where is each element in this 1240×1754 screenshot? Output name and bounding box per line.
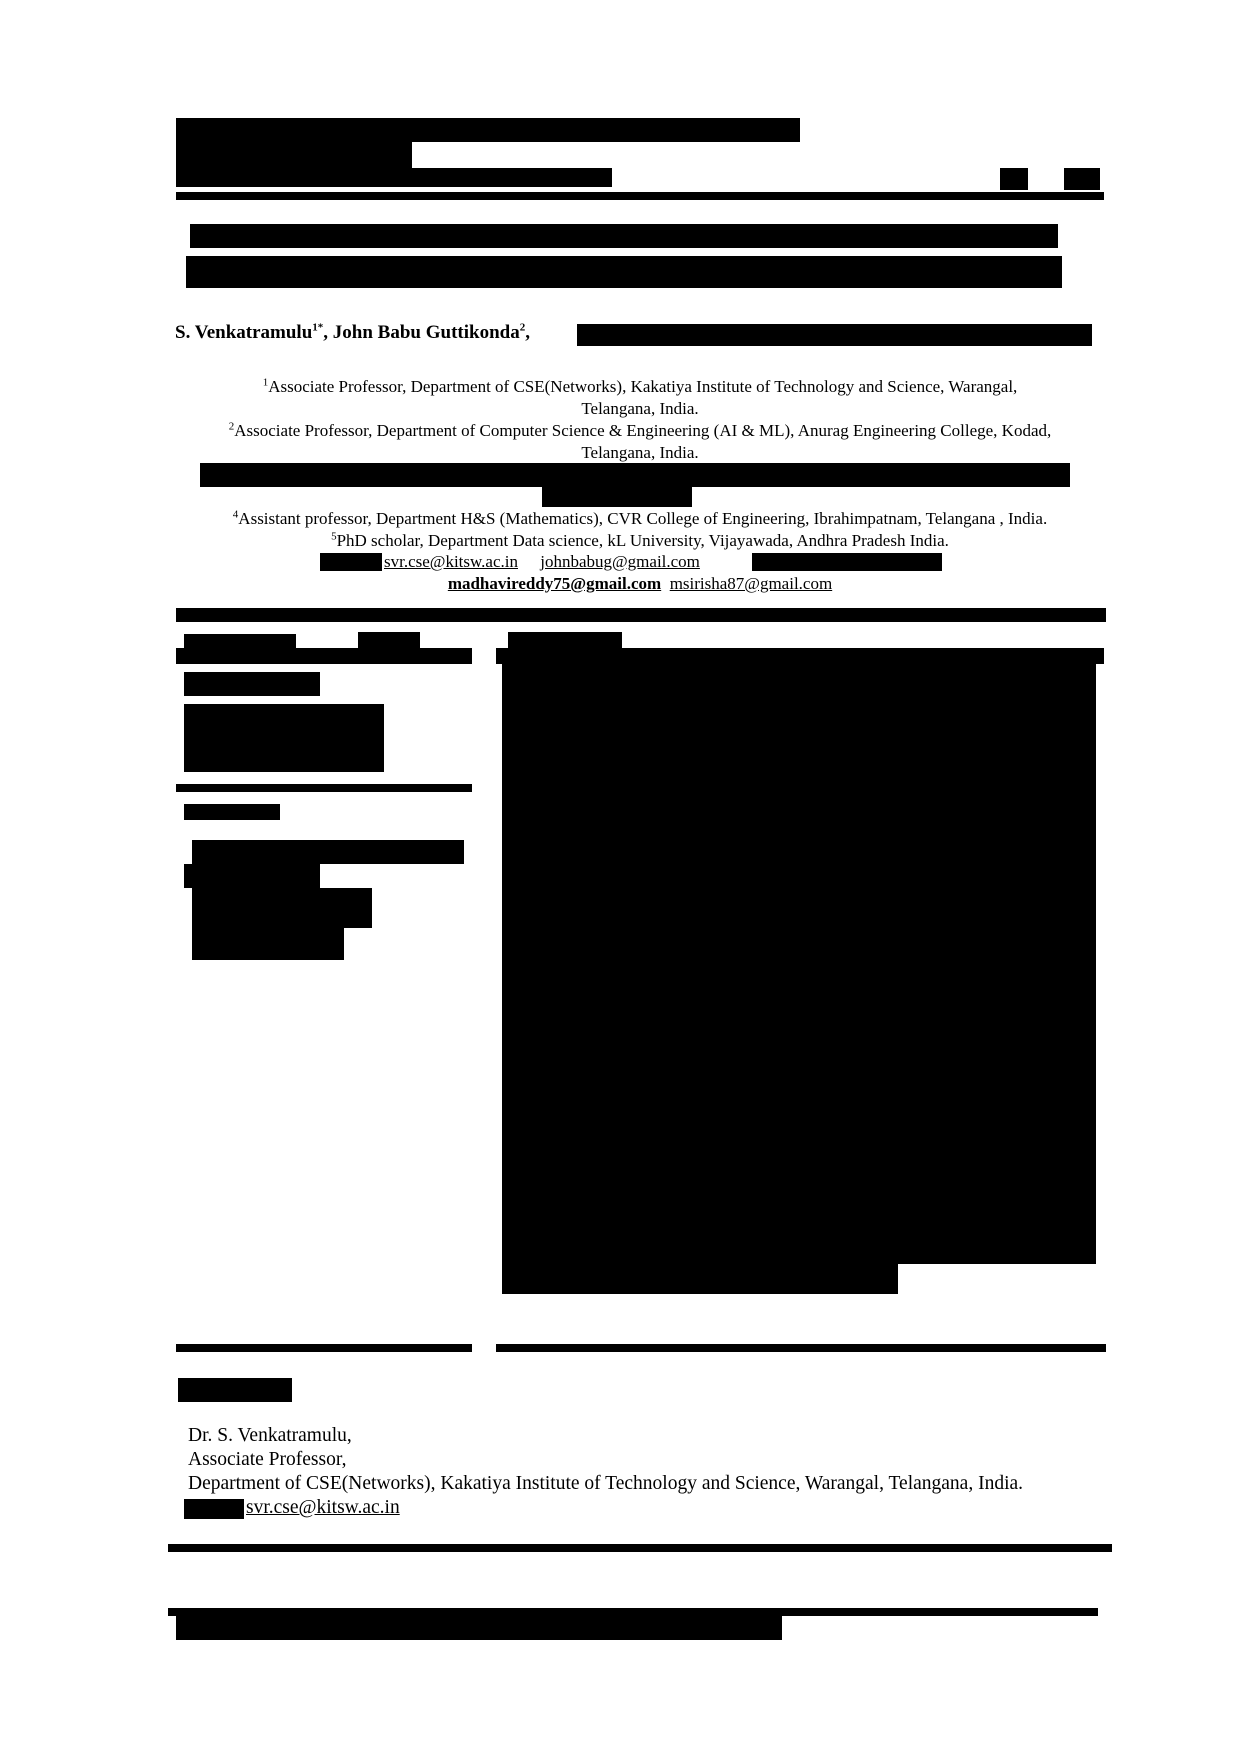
affiliation-sup: 4 <box>232 508 239 521</box>
keywords-heading-redacted <box>184 804 280 820</box>
article-info-bottom-rule <box>176 1344 472 1352</box>
email-link-4[interactable]: madhavireddy75@gmail.com <box>447 574 662 593</box>
affiliation-3-redacted <box>200 463 1070 487</box>
email-label-redacted <box>320 553 382 571</box>
corresponding-author-email-line <box>246 1496 400 1520</box>
affiliation-sup: 1 <box>262 376 269 389</box>
journal-header-redacted <box>176 118 800 142</box>
affiliation-5 <box>170 530 1110 552</box>
keywords-text-line4-redacted <box>192 928 344 960</box>
abstract-heading-redacted <box>358 632 420 650</box>
author-list <box>175 322 530 344</box>
affiliation-text: Associate Professor, Department of Computer Science & Engineering (AI & ML), Anurag Engineering College, Kodad, <box>234 421 1052 440</box>
affiliation-4 <box>170 508 1110 530</box>
author-sup: 1* <box>312 321 324 334</box>
page-marker-redacted <box>1000 168 1028 190</box>
affiliation-sup: 2 <box>228 420 235 433</box>
affiliation-text: Associate Professor, Department of CSE(Networks), Kakatiya Institute of Technology and Science, Warangal, <box>268 377 1018 396</box>
section-rule-bottom <box>168 1544 1112 1552</box>
section-rule-top <box>176 608 1106 622</box>
journal-volume-redacted <box>412 168 612 187</box>
email-link-2[interactable]: johnbabug@gmail.com <box>540 552 700 571</box>
affiliation-1 <box>170 376 1110 420</box>
affiliation-text: Telangana, India. <box>581 399 699 418</box>
keywords-text-line1-redacted <box>192 840 464 864</box>
abstract-bottom-rule <box>496 1344 1106 1352</box>
email-line-1 <box>384 551 700 573</box>
author-name: S. Venkatramulu <box>175 322 313 343</box>
email-3-redacted <box>752 553 942 571</box>
affiliation-text: PhD scholar, Department Data science, kL University, Vijayawada, Andhra Pradesh India. <box>336 531 949 550</box>
corresponding-author-department: Department of CSE(Networks), Kakatiya Institute of Technology and Science, Warangal, Telangana, India. <box>188 1473 1024 1494</box>
author-separator: , <box>525 322 530 343</box>
history-rule <box>176 784 472 792</box>
journal-subheader-redacted <box>176 142 412 187</box>
abstract-rule <box>496 648 1104 664</box>
abstract-text-redacted <box>502 664 1096 1264</box>
footer-text-redacted <box>176 1616 782 1640</box>
corresponding-author-email-label-redacted <box>184 1499 244 1519</box>
abstract-text-last-line-redacted <box>502 1264 898 1294</box>
affiliation-3-redacted-line2 <box>542 487 692 507</box>
affiliation-sup: 5 <box>331 530 337 543</box>
affiliation-text: Assistant professor, Department H&S (Mathematics), CVR College of Engineering, Ibrahimpatnam, Telangana , India. <box>238 509 1048 528</box>
corresponding-author-name: Dr. S. Venkatramulu, <box>188 1425 352 1446</box>
paper-title-line1-redacted <box>190 224 1058 248</box>
keywords-text-line2-redacted <box>184 864 320 888</box>
corresponding-author-position: Associate Professor, <box>188 1449 347 1470</box>
header-rule <box>176 192 1104 200</box>
affiliation-2 <box>170 420 1110 464</box>
affiliation-text: Telangana, India. <box>581 443 699 462</box>
footer-rule <box>168 1608 1098 1616</box>
email-link-1[interactable]: svr.cse@kitsw.ac.in <box>384 552 518 571</box>
history-heading-redacted <box>184 672 320 696</box>
paper-title-line2-redacted <box>186 256 1062 288</box>
email-line-2 <box>170 573 1110 595</box>
keywords-text-line3-redacted <box>192 888 372 928</box>
corresponding-author-heading-redacted <box>178 1378 292 1402</box>
corresponding-author-email-link[interactable]: svr.cse@kitsw.ac.in <box>246 1497 400 1518</box>
authors-redacted <box>577 324 1092 346</box>
email-link-5[interactable]: msirisha87@gmail.com <box>669 574 833 593</box>
author-sup: 2 <box>519 321 526 334</box>
page-marker-redacted-2 <box>1064 168 1100 190</box>
article-info-rule <box>176 648 472 664</box>
author-separator: , <box>323 322 333 343</box>
history-text-redacted <box>184 704 384 772</box>
author-name: John Babu Guttikonda <box>332 322 520 343</box>
